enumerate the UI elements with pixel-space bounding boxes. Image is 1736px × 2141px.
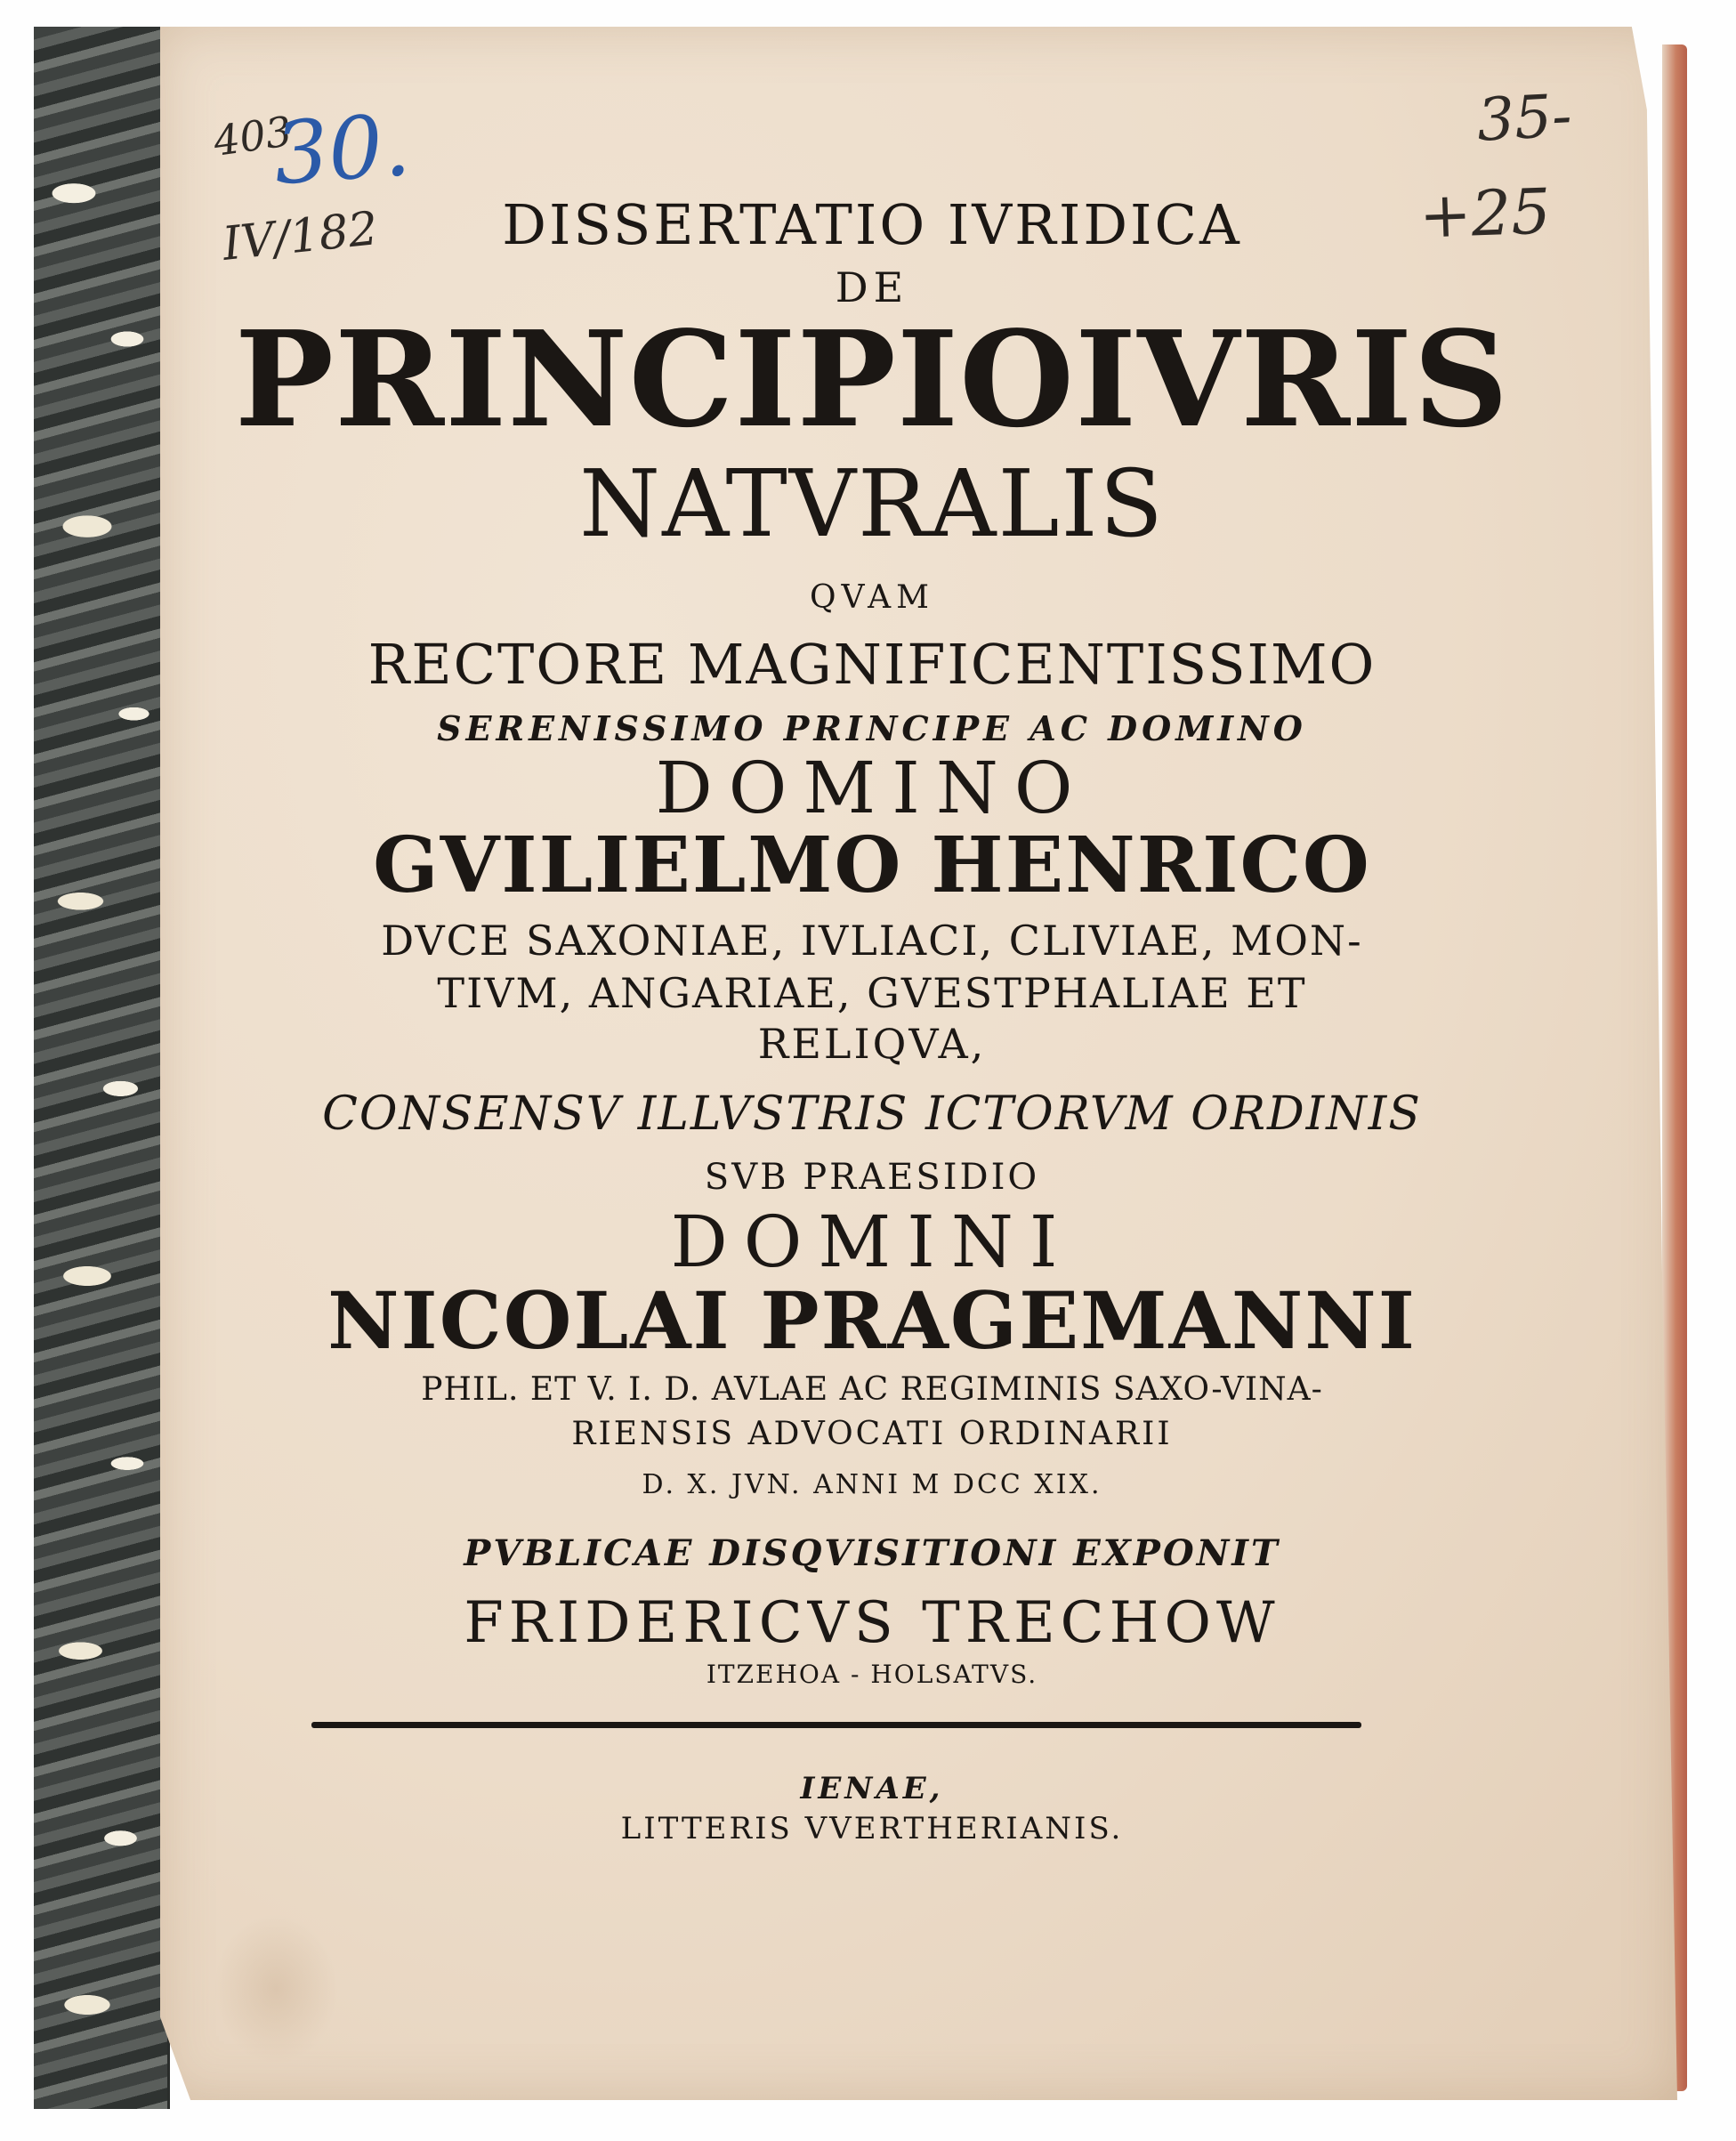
handwritten-price: 35- (1475, 81, 1574, 155)
title-dissertatio: DISSERTATIO IVRIDICA (502, 192, 1242, 257)
text-publicae: PVBLICAE DISQVISITIONI EXPONIT (464, 1532, 1280, 1574)
title-principio: PRINCIPIOIVRIS (234, 302, 1510, 456)
text-date: D. X. JVN. ANNI M DCC XIX. (642, 1469, 1102, 1500)
handwritten-price-note: +25 (1417, 174, 1553, 253)
title-de: DE (835, 263, 909, 311)
text-phil-2: RIENSIS ADVOCATI ORDINARII (571, 1416, 1173, 1452)
text-serenissimo: SERENISSIMO PRINCIPE AC DOMINO (437, 708, 1307, 748)
handwritten-shelfmark: IV/182 (220, 202, 381, 271)
text-duce-1: DVCE SAXONIAE, IVLIACI, CLIVIAE, MON- (381, 917, 1363, 965)
text-domino: DOMINO (655, 747, 1089, 829)
text-quam: QVAM (810, 579, 934, 616)
text-guilielmo: GVILIELMO HENRICO (373, 820, 1371, 910)
text-domini: DOMINI (670, 1200, 1074, 1283)
text-litteris: LITTERIS VVERTHERIANIS. (620, 1811, 1124, 1846)
text-duce-2: TIVM, ANGARIAE, GVESTPHALIAE ET (437, 969, 1307, 1017)
marbled-spine (34, 27, 170, 2109)
divider-rule (311, 1722, 1361, 1728)
text-reliqua: RELIQVA, (757, 1020, 987, 1068)
text-itzehoa: ITZEHOA - HOLSATVS. (706, 1660, 1038, 1689)
title-naturalis: NATVRALIS (579, 449, 1165, 558)
text-ienae: IENAE, (800, 1771, 944, 1806)
text-nicolai: NICOLAI PRAGEMANNI (327, 1274, 1417, 1367)
text-sub-praesidio: SVB PRAESIDIO (704, 1157, 1040, 1198)
text-phil-1: PHIL. ET V. I. D. AVLAE AC REGIMINIS SAXO-VINA- (421, 1371, 1323, 1408)
text-consensu: CONSENSV ILLVSTRIS ICTORVM ORDINIS (322, 1087, 1422, 1141)
text-fridericus: FRIDERICVS TRECHOW (464, 1590, 1280, 1656)
handwritten-number-blue: 30. (270, 94, 414, 205)
text-rectore: RECTORE MAGNIFICENTISSIMO (367, 632, 1377, 697)
handwritten-shelfmark-small: 403 (210, 107, 295, 166)
